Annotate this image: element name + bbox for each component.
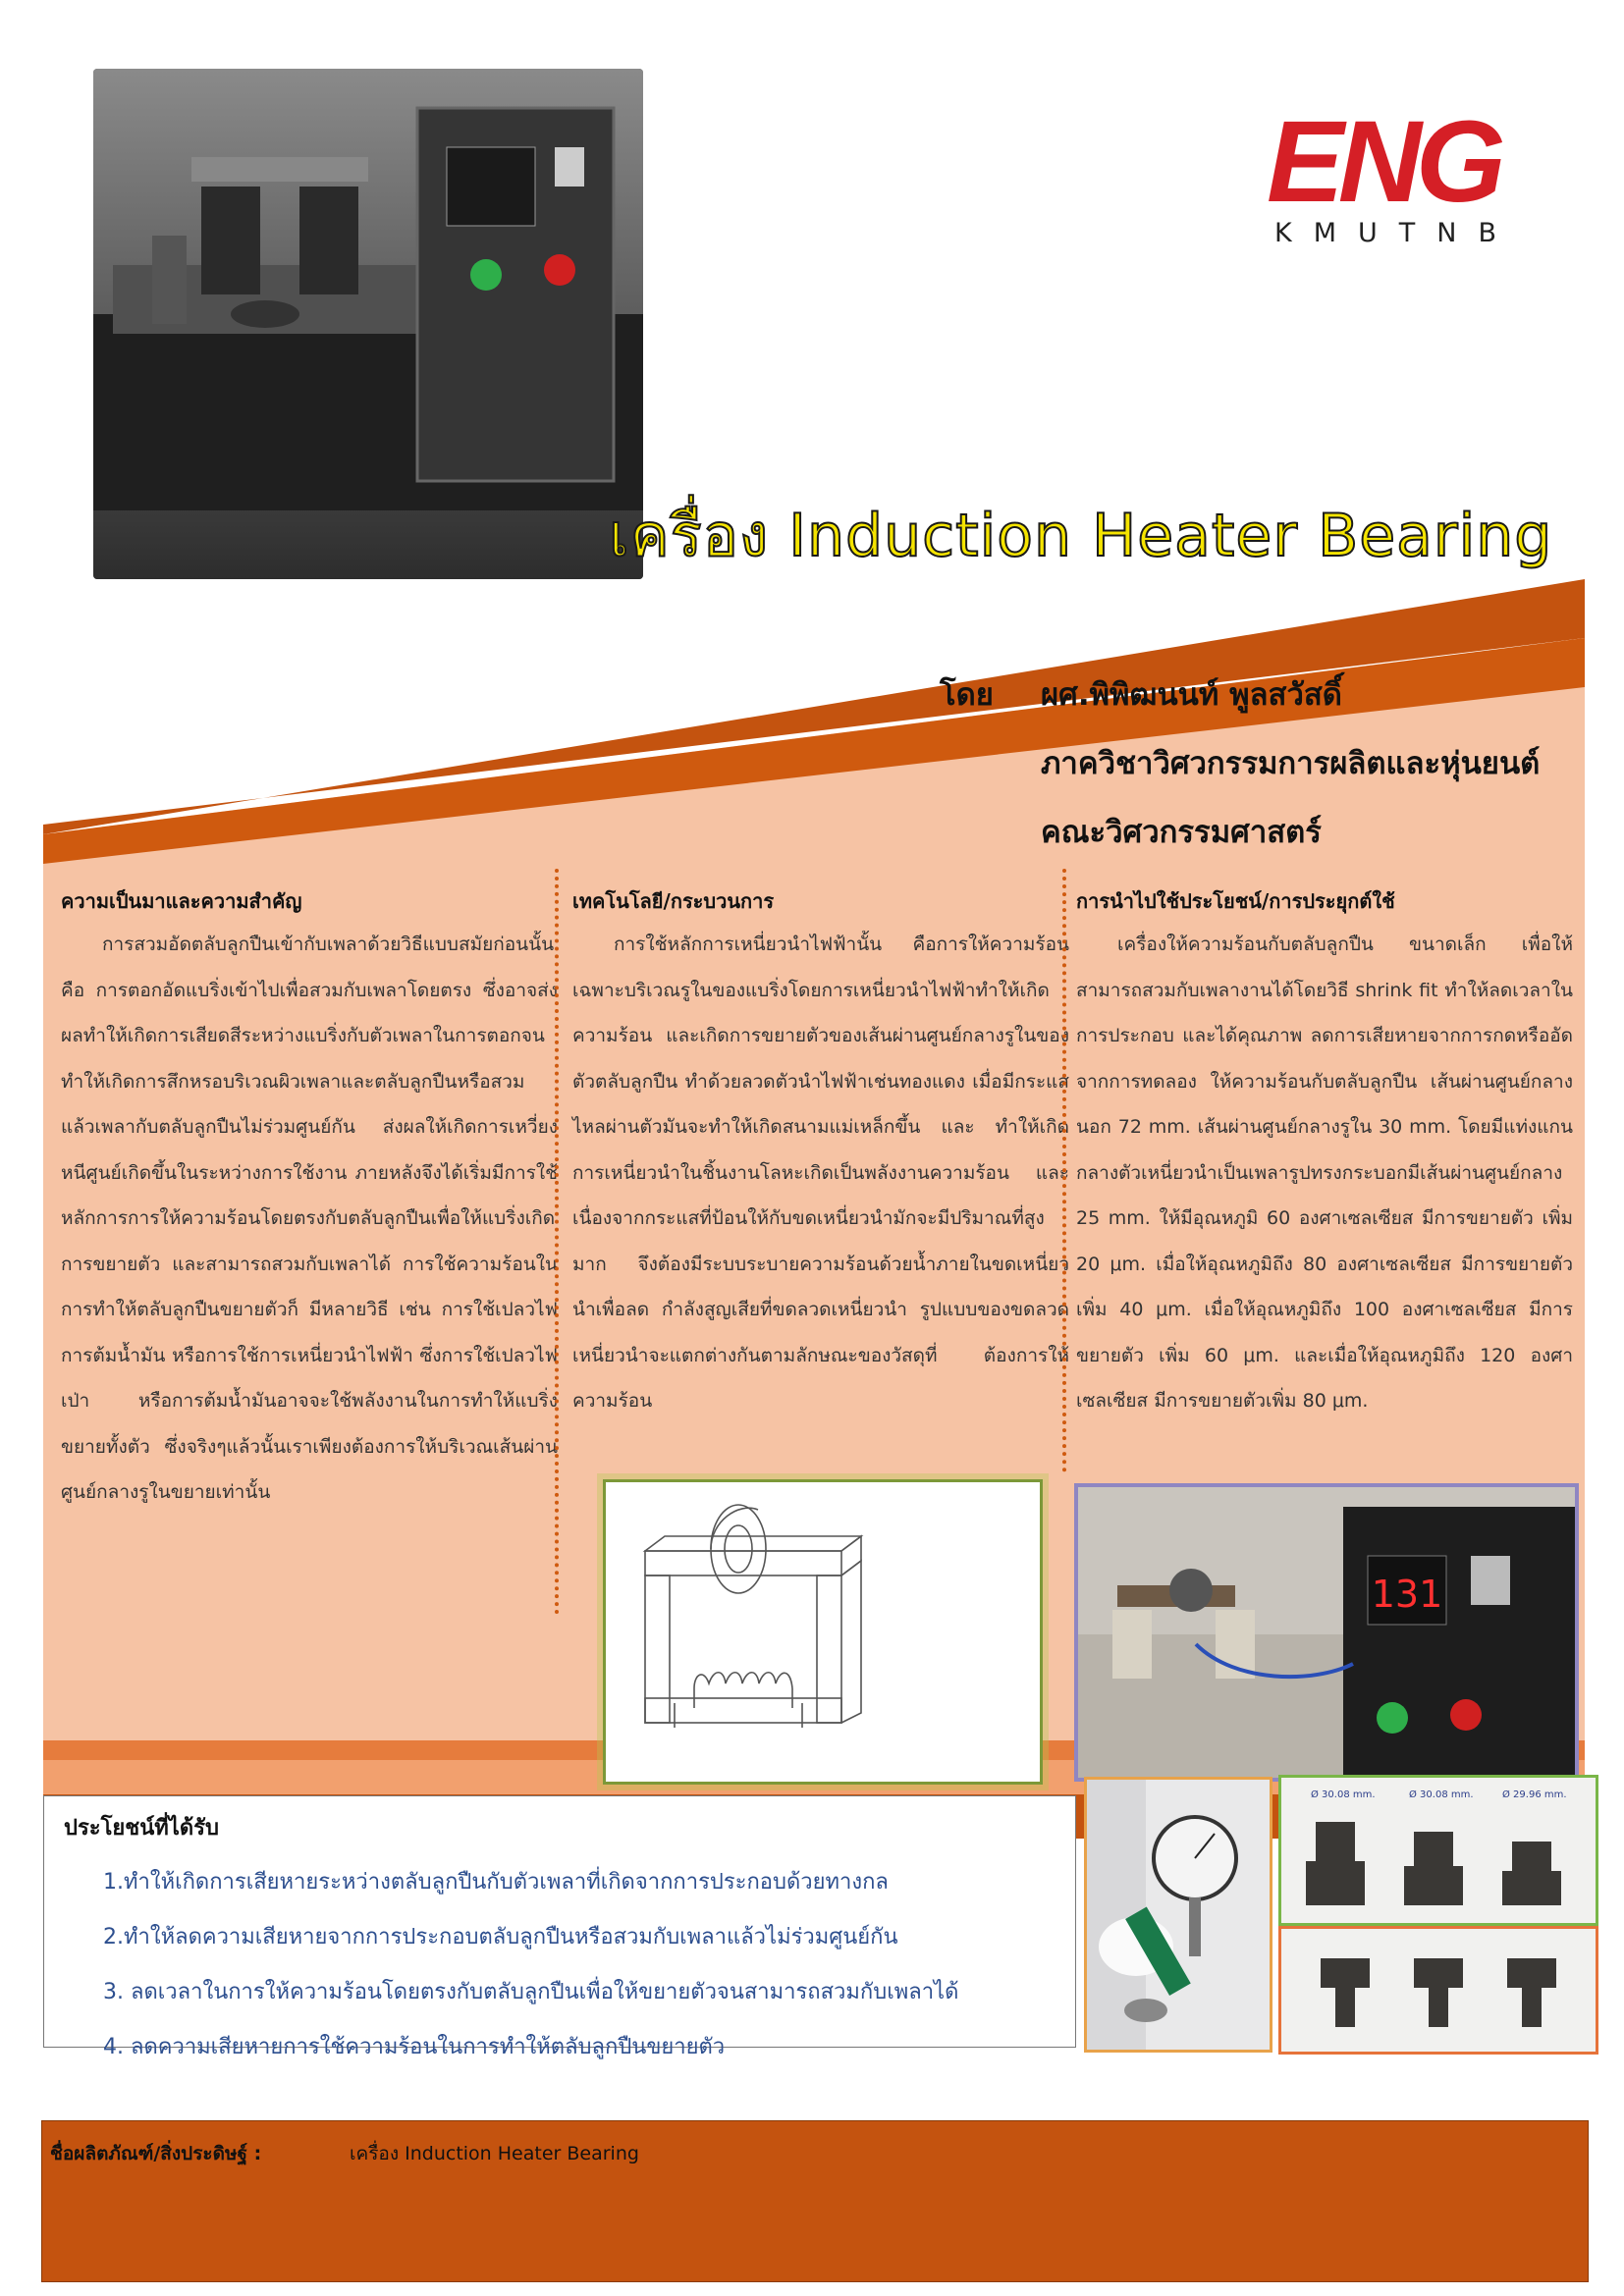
benefit-item: 3. ลดเวลาในการให้ความร้อนโดยตรงกับตลับลูกปืนเพื่อให้ขยายตัวจนสามารถสวมกับเพลาได้ [103,1980,959,2004]
dimension-label: Ø 29.96 mm. [1502,1789,1567,1800]
author-faculty: คณะวิศวกรรมศาสตร์ [1041,815,1322,850]
footer-label: ชื่อผลิตภัณฑ์/สิ่งประดิษฐ์ : [50,2143,262,2164]
benefits-list [103,1855,958,2075]
column-divider [555,869,559,1615]
logo-sub-text: KMUTNB [1274,218,1518,248]
dimension-label: Ø 30.08 mm. [1311,1789,1376,1800]
section-technology [572,881,1069,1424]
author-department: ภาควิชาวิศวกรรมการผลิตและหุ่นยนต์ [1041,746,1541,781]
section-text: การสวมอัดตลับลูกปืนเข้ากับเพลาด้วยวิธีแบบสมัยก่อนนั้นคือ การตอกอัดแบริ่งเข้าไปเพื่อสวมกับเพลาโดยตรง ซึ่งอาจส่งผลทำให้เกิดการเสียดสีระหว่างแบริ่งกับตัวเพลาในการตอกจนทำให้เกิดการสึกหรอบริเวณผิวเพลาและตลับลูกปืนหรือสวมแล้วเพลากับตลับลูกปืนไม่ร่วมศูนย์กัน ส่งผลให้เกิดการเหวี่ยงหนีศูนย์เกิดขึ้นในระหว่างการใช้งาน ภายหลังจึงได้เริ่มมีการใช้หลักการการให้ความร้อนโดยตรงกับตลับลูกปืนเพื่อให้แบริ่งเกิดการขยายตัว และสามารถสวมกับเพลาได้ การใช้ความร้อนในการทำให้ตลับลูกปืนขยายตัวก็ มีหลายวิธี เช่น การใช้เปลวไฟ การต้มน้ำมัน หรือการใช้การเหนี่ยวนำไฟฟ้า ซึ่งการใช้เปลวไฟเป่า หรือการต้มน้ำมันอาจจะใช้พลังงานในการทำให้แบริ่งขยายทั้งตัว ซึ่งจริงๆแล้วนั้นเราเพียงต้องการให้บริเวณเส้นผ่านศูนย์กลางรูในขยายเท่านั้น [61,934,558,1503]
benefits-box [43,1795,1076,2059]
page-title: เครื่อง Induction Heater Bearing [609,502,1553,570]
section-text: เครื่องให้ความร้อนกับตลับลูกปืน ขนาดเล็ก เพื่อให้สามารถสวมกับเพลางานได้โดยวิธี shrink fit ทำให้ลดเวลาในการประกอบ และได้คุณภาพ ลดการเสียหายจากการกดหรืออัด จากการทดลอง ให้ความร้อนกับตลับลูกปืน เส้นผ่านศูนย์กลางนอก 72 mm. เส้นผ่านศูนย์กลางรูใน 30 mm. โดยมีแท่งแกนกลางตัวเหนี่ยวนำเป็นเพลารูปทรงกระบอกมีเส้นผ่านศูนย์กลาง 25 mm. ให้มีอุณหภูมิ 60 องศาเซลเซียส มีการขยายตัว เพิ่ม 20 μm. เมื่อให้อุณหภูมิถึง 80 องศาเซลเซียส มีการขยายตัวเพิ่ม 40 μm. เมื่อให้อุณหภูมิถึง 100 องศาเซลเซียส มีการขยายตัว เพิ่ม 60 μm. และเมื่อให้อุณหภูมิถึง 120 องศาเซลเซียส มีการขยายตัวเพิ่ม 80 μm. [1076,934,1573,1412]
induction-coil-diagram [603,1479,1043,1785]
author-by-label: โดย [940,677,994,713]
measured-bearings-photo [1278,1775,1598,1926]
column-divider [1062,869,1066,1472]
dial-gauge-measurement-photo [1084,1777,1272,2053]
benefit-item: 4. ลดความเสียหายการใช้ความร้อนในการทำให้ตลับลูกปืนขยายตัว [103,2035,726,2059]
dimension-label: Ø 30.08 mm. [1409,1789,1474,1800]
logo-main-text: ENG [1267,97,1500,227]
section-heading: การนำไปใช้ประโยชน์/การประยุกต์ใช้ [1076,889,1395,913]
author-name: ผศ.พิพิฒนนท์ พูลสวัสดิ์ [1041,677,1342,713]
section-heading: เทคโนโลยี/กระบวนการ [572,889,775,913]
benefit-item: 2.ทำให้ลดความเสียหายจากการประกอบตลับลูกปืนหรือสวมกับเพลาแล้วไม่ร่วมศูนย์กัน [103,1925,898,1949]
product-name-footer [41,2120,1589,2282]
benefit-item: 1.ทำให้เกิดการเสียหายระหว่างตลับลูกปืนกับตัวเพลาที่เกิดจากการประกอบด้วยทางกล [103,1870,889,1895]
section-text: การใช้หลักการเหนี่ยวนำไฟฟ้านั้น คือการให้ความร้อนเฉพาะบริเวณรูในของแบริ่งโดยการเหนี่ยวนำไฟฟ้าทำให้เกิดความร้อน และเกิดการขยายตัวของเส้นผ่านศูนย์กลางรูในของตัวตลับลูกปืน ทำด้วยลวดตัวนำไฟฟ้าเช่นทองแดง เมื่อมีกระแสไหลผ่านตัวมันจะทำให้เกิดสนามแม่เหล็กขึ้น และ ทำให้เกิดการเหนี่ยวนำในชิ้นงานโลหะเกิดเป็นพลังงานความร้อน และเนื่องจากกระแสที่ป้อนให้กับขดเหนี่ยวนำมักจะมีปริมาณที่สูงมาก จึงต้องมีระบบระบายความร้อนด้วยน้ำภายในขดเหนี่ยว นำเพื่อลด กำลังสูญเสียที่ขดลวดเหนี่ยวนำ รูปแบบของขดลวดเหนี่ยวนำจะแตกต่างกันตามลักษณะของวัสดุที่ ต้องการให้ความร้อน [572,934,1069,1412]
hero-machine-photo [93,69,643,579]
benefits-heading: ประโยชน์ที่ได้รับ [64,1816,219,1841]
eng-kmutnb-logo [1267,97,1542,255]
footer-value: เครื่อง Induction Heater Bearing [350,2143,639,2164]
display-readout: 131 [1371,1573,1443,1616]
section-heading: ความเป็นมาและความสำคัญ [61,889,302,913]
section-background [61,881,558,1516]
bearings-on-shafts-photo [1278,1926,1598,2055]
section-application [1076,881,1573,1424]
machine-in-use-photo [1074,1483,1579,1782]
